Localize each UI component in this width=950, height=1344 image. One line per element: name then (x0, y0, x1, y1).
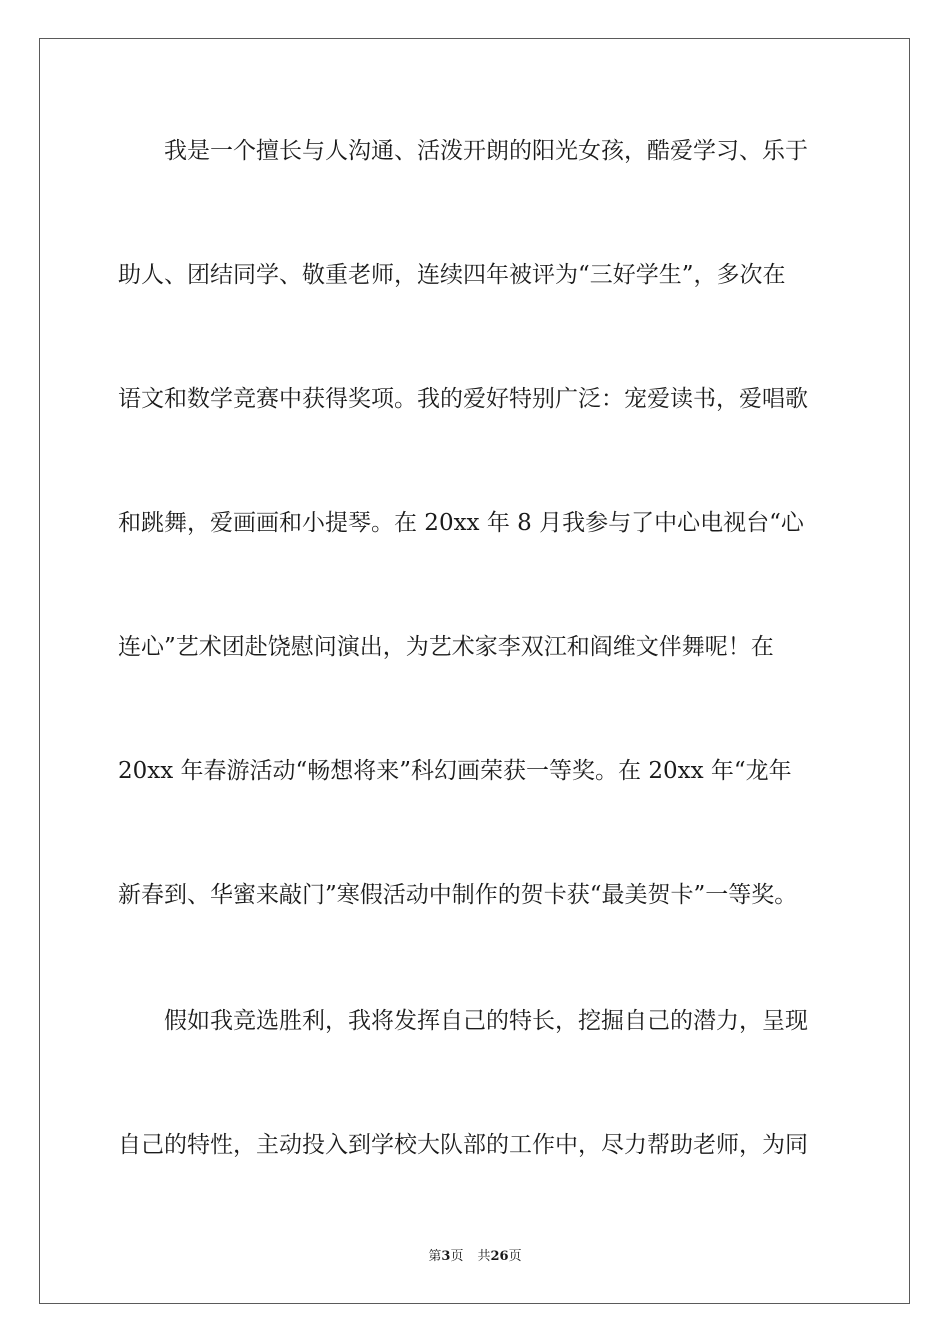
paragraph-line: 20xx 年春游活动“畅想将来”科幻画荣获一等奖。在 20xx 年“龙年 (118, 758, 792, 784)
total-label-suffix: 页 (508, 1249, 522, 1264)
paragraph-line: 语文和数学竞赛中获得奖项。我的爱好特别广泛：宠爱读书，爱唱歌 (118, 386, 808, 412)
total-page-number: 26 (490, 1249, 509, 1264)
paragraph-line: 连心”艺术团赴饶慰问演出，为艺术家李双江和阎维文伴舞呢！在 (118, 634, 774, 660)
paragraph-line: 自己的特性，主动投入到学校大队部的工作中，尽力帮助老师，为同 (118, 1132, 808, 1158)
current-page-number: 3 (441, 1249, 451, 1264)
page-border (39, 38, 910, 1304)
paragraph-line: 和跳舞，爱画画和小提琴。在 20xx 年 8 月我参与了中心电视台“心 (118, 510, 804, 536)
page-label-suffix: 页 (450, 1249, 464, 1264)
total-label-prefix: 共 (477, 1249, 491, 1264)
paragraph-line: 助人、团结同学、敬重老师，连续四年被评为“三好学生”，多次在 (118, 262, 786, 288)
paragraph-line: 我是一个擅长与人沟通、活泼开朗的阳光女孩，酷爱学习、乐于 (164, 138, 808, 164)
page-footer (0, 1248, 950, 1266)
paragraph-line: 新春到、华蜜来敲门”寒假活动中制作的贺卡获“最美贺卡”一等奖。 (118, 882, 798, 908)
page-label-prefix: 第 (428, 1249, 442, 1264)
paragraph-line: 假如我竞选胜利，我将发挥自己的特长，挖掘自己的潜力，呈现 (164, 1008, 808, 1034)
